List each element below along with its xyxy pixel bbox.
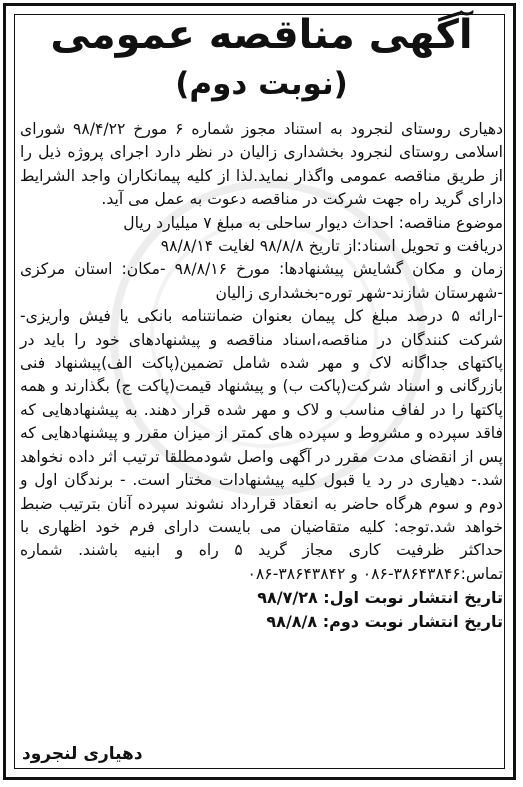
publish-date-first: تاریخ انتشار نوبت اول: ۹۸/۷/۲۸ — [257, 588, 503, 608]
opening-line: زمان و مکان گشایش پیشنهادها: مورخ ۹۸/۸/۱۶ -مکان: استان مرکزی -شهرستان شازند-شهر توره-بخشداری زالیان — [20, 260, 503, 302]
intro-paragraph: دهیاری روستای لنجرود به استناد مجوز شماره ۶ مورخ ۹۸/۴/۲۲ شورای اسلامی روستای لنجرود بخشداری زالیان در نظر دارد اجرای پروژه ذیل را از طریق مناقصه عمومی واگذار نماید.لذا از کلیه پیمانکاران واجد الشرایط دارای گرید راه جهت شرکت در مناقصه دعوت به عمل می آید. — [20, 120, 503, 209]
ad-subtitle: (نوبت دوم) — [175, 66, 348, 102]
publish-date-second: تاریخ انتشار نوبت دوم: ۹۸/۸/۸ — [266, 611, 503, 631]
conditions-paragraph: -ارائه ۵ درصد مبلغ کل پیمان بعنوان ضمانتنامه بانکی یا فیش واریزی- شرکت کنندگان در مناقصه،اسناد مناقصه و پیشنهادهای خود را باید در پاکتهای جداگانه لاک و مهر شده شامل تضمین(پاکت الف)پیشنهاد فنی بازرگانی و اسناد شرکت(پاکت ب) و پیشنهاد قیمت(پاکت ج) بگذارند و همه پاکتها را در لفاف مناسب و لاک و مهر شده قرار دهند. به پیشنهادهایی که فاقد سپرده و مشروط و سپرده های کمتر از میزان مقرر و پیشنهادهایی که پس از انقضای مدت مقرر در آگهی واصل شودمطلقا ترتیب اثر داده نخواهد شد.- دهیاری در رد یا قبول کلیه پیشنهادات مختار است. - برندگان اول و دوم و سوم هرگاه حاضر به انعقاد قرارداد نشوند سپرده آنان بترتیب ضبط خواهد شد.توجه: کلیه متقاضیان می بایست دارای فرم خود اظهاری با حداکثر ظرفیت کاری مجاز گرید ۵ راه و ابنیه باشند. شماره تماس:۳۸۶۴۳۸۴۶-۰۸۶ و ۳۸۶۴۳۸۴۲-۰۸۶ — [20, 307, 503, 583]
signature: دهیاری لنجرود — [22, 744, 143, 764]
ad-title: آگهی مناقصه عمومی — [50, 12, 473, 58]
subject-line: موضوع مناقصه: احداث دیوار ساحلی به مبلغ ۷ میلیارد ریال — [123, 213, 503, 232]
ad-body — [20, 118, 503, 633]
delivery-line: دریافت و تحویل اسناد:از تاریخ ۹۸/۸/۸ لغایت ۹۸/۸/۱۴ — [160, 237, 503, 256]
